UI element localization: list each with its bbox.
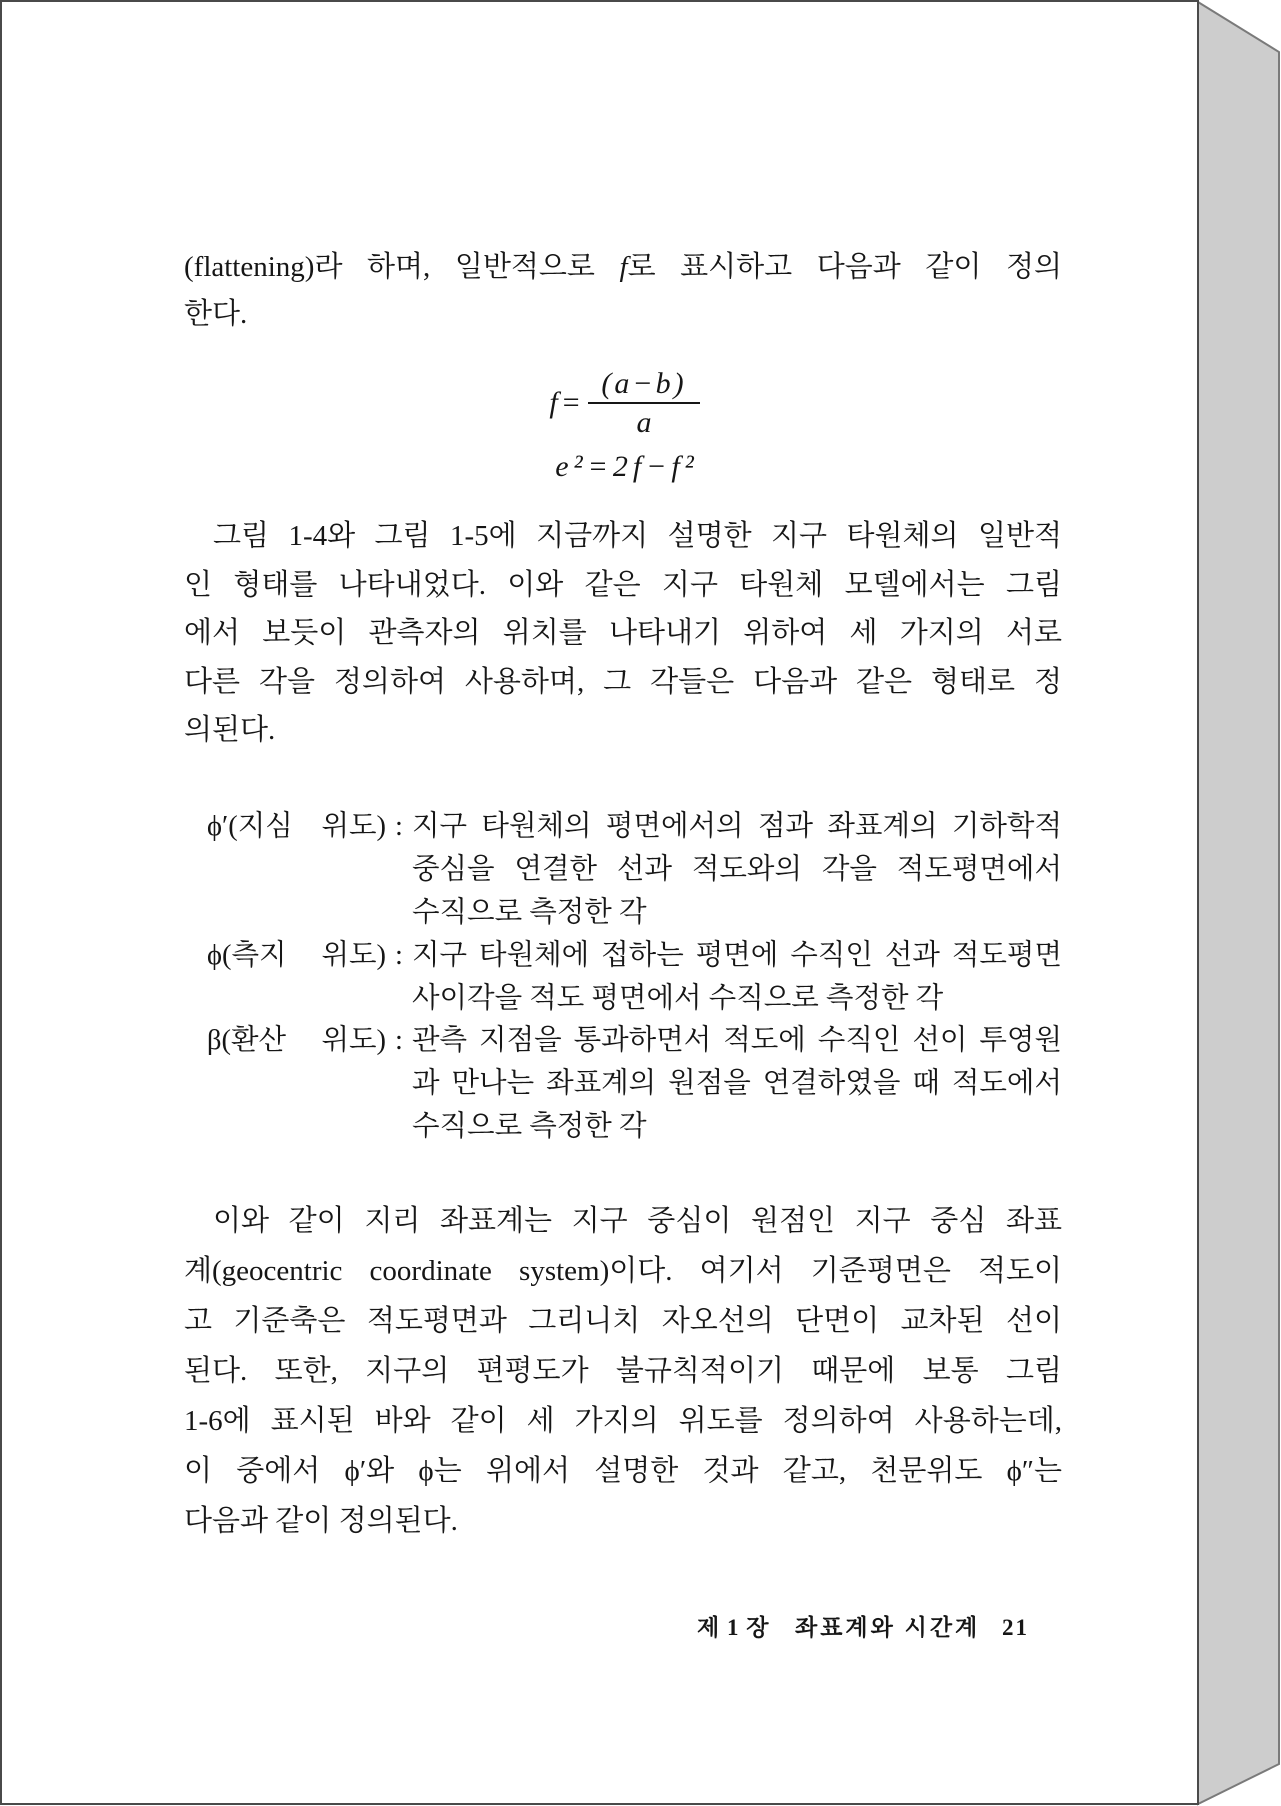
definition-line: 관측 지점을 통과하면서 적도에 수직인 선이 투영원 (412, 1025, 1062, 1057)
definition-reduced-latitude (207, 1020, 1062, 1149)
paragraph-2-line-2: 인 형태를 나타내었다. 이와 같은 지구 타원체 모델에서는 그림 (184, 568, 1062, 601)
paragraph-3-line-7: 다음과 같이 정의된다. (184, 1505, 458, 1537)
page-thickness-edge (1198, 2, 1279, 1804)
latitude-definitions (207, 806, 1062, 1149)
definition-line: 수직으로 측정한 각 (412, 896, 647, 928)
paragraph-2-line-4: 다른 각을 정의하여 사용하며, 그 각들은 다음과 같은 형태로 정 (184, 665, 1062, 698)
definition-line: 과 만나는 좌표계의 원점을 연결하였을 때 적도에서 (412, 1068, 1062, 1100)
definition-separator: : (395, 811, 403, 842)
definition-term: β(환산 위도) (207, 1025, 386, 1057)
formula-numerator: (a−b) (601, 367, 687, 400)
definition-body (412, 1020, 1062, 1149)
formula-fraction-bar (588, 402, 700, 404)
definition-geodetic-latitude (207, 935, 1062, 1021)
paragraph-2 (184, 512, 1062, 755)
paragraph-2-line-1: 그림 1-4와 그림 1-5에 지금까지 설명한 지구 타원체의 일반적 (213, 520, 1062, 552)
paragraph-3-line-4: 된다. 또한, 지구의 편평도가 불규칙적이기 때문에 보통 그림 (184, 1355, 1062, 1387)
definition-body (412, 935, 1062, 1021)
definition-term: ϕ′(지심 위도) (207, 811, 386, 842)
paragraph-2-line-3: 에서 보듯이 관측자의 위치를 나타내기 위하여 세 가지의 서로 (184, 617, 1062, 650)
definition-line: 수직으로 측정한 각 (412, 1111, 647, 1143)
definition-line: 사이각을 적도 평면에서 수직으로 측정한 각 (412, 982, 944, 1014)
definition-term: ϕ(측지 위도) (207, 939, 386, 971)
definition-line: 지구 타원체의 평면에서의 점과 좌표계의 기하학적 (412, 811, 1062, 842)
paragraph-3-line-5: 1-6에 표시된 바와 같이 세 가지의 위도를 정의하여 사용하는데, (184, 1405, 1062, 1437)
paragraph-3 (184, 1196, 1062, 1546)
paragraph-3-line-3: 고 기준축은 적도평면과 그리니치 자오선의 단면이 교차된 선이 (184, 1305, 1062, 1337)
paragraph-1-line-1-text-after: 로 표시하고 다음과 같이 정의 (627, 251, 1062, 283)
paragraph-1-line-2: 한다. (184, 298, 248, 330)
flattening-symbol: f (619, 251, 628, 283)
definition-separator: : (395, 1025, 403, 1057)
paragraph-3-line-6: 이 중에서 ϕ′와 ϕ는 위에서 설명한 것과 같고, 천문위도 ϕ″는 (184, 1455, 1062, 1487)
definition-separator: : (395, 939, 403, 971)
footer-chapter-title: 좌표계와 시간계 (795, 1615, 981, 1640)
definition-line: 중심을 연결한 선과 적도와의 각을 적도평면에서 (412, 853, 1062, 885)
footer-chapter: 제 1 장 (697, 1615, 770, 1640)
definition-geocentric-latitude (207, 806, 1062, 935)
definition-line: 지구 타원체에 접하는 평면에 수직인 선과 적도평면 (412, 939, 1062, 971)
paragraph-3-line-1: 이와 같이 지리 좌표계는 지구 중심이 원점인 지구 중심 좌표 (213, 1205, 1062, 1237)
paragraph-3-line-2: 계(geocentric coordinate system)이다. 여기서 기준평면은 적도이 (184, 1255, 1062, 1287)
page-number: 21 (1002, 1615, 1029, 1640)
eccentricity-formula: e²=2f−f² (555, 450, 699, 483)
paragraph-1 (184, 244, 1062, 338)
definition-body (412, 806, 1062, 935)
formula-lhs: f= (549, 386, 584, 419)
formula-denominator: a (636, 406, 652, 439)
paragraph-1-line-1-text-before: (flattening)라 하며, 일반적으로 (184, 251, 620, 283)
paragraph-2-line-5: 의된다. (184, 714, 276, 747)
paragraph-1-line-1 (184, 244, 1062, 291)
